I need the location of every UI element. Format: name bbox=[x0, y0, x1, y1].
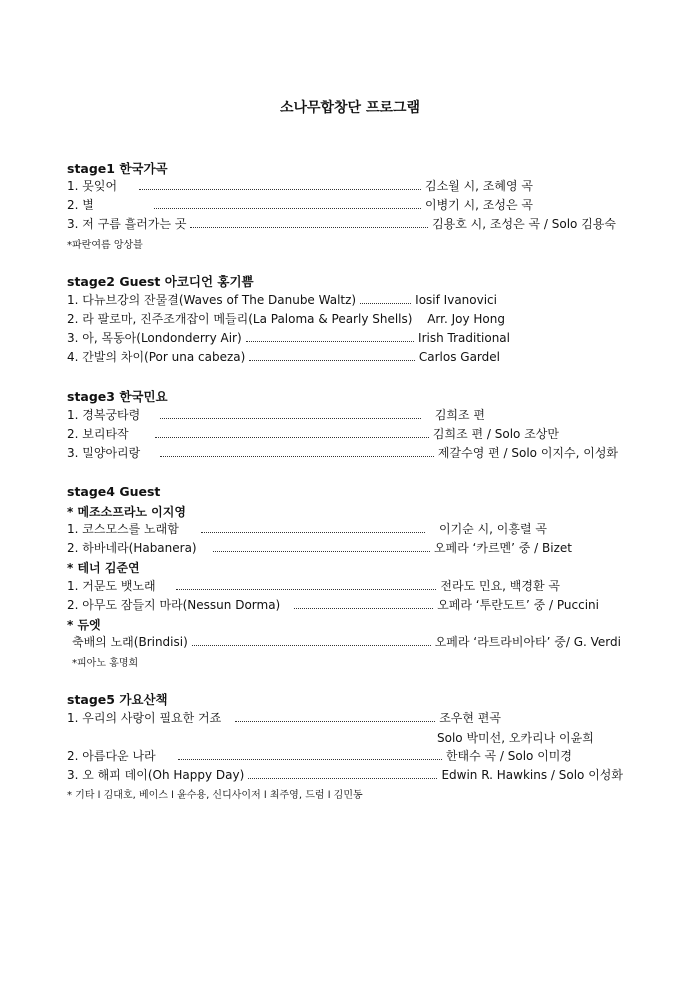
stage3-heading: stage3 한국민요 bbox=[67, 389, 168, 404]
item-title: 2. 별 bbox=[67, 198, 94, 212]
item-credit: 오페라 ‘라트라비아타’ 중/ G. Verdi bbox=[434, 635, 621, 649]
item-title: 1. 경복궁타령 bbox=[67, 408, 141, 422]
page-title: 소나무합창단 프로그램 bbox=[279, 100, 421, 116]
item-title: 축배의 노래(Brindisi) bbox=[72, 635, 188, 649]
item-title: 2. 아름다운 나라 bbox=[67, 749, 156, 763]
item-credit: 오페라 ‘카르멘’ 중 / Bizet bbox=[433, 541, 572, 555]
stage2-heading: stage2 Guest 아코디언 홍기쁨 bbox=[67, 274, 254, 289]
leader-dots bbox=[248, 778, 437, 779]
list-item bbox=[67, 216, 616, 232]
stage1-heading: stage1 한국가곡 bbox=[67, 161, 168, 176]
list-item bbox=[67, 292, 497, 308]
item-title: 1. 못잊어 bbox=[67, 179, 118, 193]
list-item bbox=[67, 311, 505, 327]
item-credit: Arr. Joy Hong bbox=[427, 312, 505, 326]
leader-dots bbox=[154, 208, 421, 209]
stage4-heading: stage4 Guest bbox=[67, 484, 161, 499]
list-item bbox=[72, 634, 621, 650]
item-credit: Iosif Ivanovici bbox=[415, 293, 497, 307]
leader-dots bbox=[235, 721, 435, 722]
duet-heading: * 듀엣 bbox=[67, 618, 101, 632]
item-title: 1. 우리의 사랑이 필요한 거죠 bbox=[67, 711, 222, 725]
item-credit: 전라도 민요, 백경환 곡 bbox=[440, 579, 560, 593]
item-title: 3. 밀양아리랑 bbox=[67, 446, 141, 460]
item-credit: 이기순 시, 이흥렬 곡 bbox=[439, 522, 547, 536]
list-item bbox=[67, 445, 618, 461]
item-title: 1. 거문도 뱃노래 bbox=[67, 579, 156, 593]
list-item bbox=[67, 349, 500, 365]
item-title: 1. 코스모스를 노래함 bbox=[67, 522, 179, 536]
item-title: 2. 보리타작 bbox=[67, 427, 129, 441]
item-credit: 이병기 시, 조성은 곡 bbox=[425, 198, 533, 212]
item-title: 2. 라 팔로마, 진주조개잡이 메들리(La Paloma & Pearly Shells) bbox=[67, 312, 413, 326]
leader-dots bbox=[160, 456, 434, 457]
list-item bbox=[67, 540, 572, 556]
list-item bbox=[67, 597, 599, 613]
list-item bbox=[67, 710, 501, 726]
item-credit: 김소월 시, 조혜영 곡 bbox=[425, 179, 533, 193]
leader-dots bbox=[192, 645, 431, 646]
leader-dots bbox=[213, 551, 430, 552]
leader-dots bbox=[178, 759, 442, 760]
item-credit: 조우현 편곡 bbox=[439, 711, 501, 725]
list-item bbox=[67, 767, 623, 783]
item-credit: 김용호 시, 조성은 곡 / Solo 김용숙 bbox=[432, 217, 616, 231]
stage1-note: *파란여름 앙상블 bbox=[67, 240, 143, 251]
leader-dots bbox=[160, 418, 421, 419]
item-credit: 김희조 편 bbox=[434, 408, 485, 422]
leader-dots bbox=[139, 189, 421, 190]
list-item bbox=[67, 407, 485, 423]
stage4-note: *피아노 홍명희 bbox=[72, 658, 139, 669]
item-title: 4. 간발의 차이(Por una cabeza) bbox=[67, 350, 246, 364]
item-title: 2. 하바네라(Habanera) bbox=[67, 541, 197, 555]
stage5-note: * 기타 l 김대호, 베이스 l 윤수용, 신디사이저 l 최주영, 드럼 l 김민동 bbox=[67, 790, 363, 801]
list-item bbox=[67, 197, 533, 213]
list-item bbox=[67, 426, 559, 442]
item-credit: 제갈수영 편 / Solo 이지수, 이성화 bbox=[437, 446, 618, 460]
item-credit: 한태수 곡 / Solo 이미경 bbox=[445, 749, 572, 763]
item-title: 1. 다뉴브강의 잔물결(Waves of The Danube Waltz) bbox=[67, 293, 357, 307]
item-title: 3. 저 구름 흘러가는 곳 bbox=[67, 217, 187, 231]
item-credit: 김희조 편 / Solo 조상만 bbox=[432, 427, 559, 441]
item-credit: Edwin R. Hawkins / Solo 이성화 bbox=[441, 768, 623, 782]
mezzo-heading: * 메조소프라노 이지영 bbox=[67, 505, 186, 519]
leader-dots bbox=[176, 589, 437, 590]
list-item bbox=[67, 578, 560, 594]
list-item bbox=[67, 178, 533, 194]
item-credit: 오페라 ‘투란도트’ 중 / Puccini bbox=[437, 598, 599, 612]
tenor-heading: * 테너 김준연 bbox=[67, 561, 140, 575]
leader-dots bbox=[294, 608, 433, 609]
item-credit: Carlos Gardel bbox=[418, 350, 500, 364]
leader-dots bbox=[360, 303, 411, 304]
item-credit: Irish Traditional bbox=[418, 331, 510, 345]
item-solo-credit: Solo 박미선, 오카리나 이윤희 bbox=[437, 731, 594, 745]
leader-dots bbox=[190, 227, 428, 228]
leader-dots bbox=[246, 341, 414, 342]
leader-dots bbox=[249, 360, 415, 361]
leader-dots bbox=[201, 532, 425, 533]
list-item bbox=[67, 330, 510, 346]
list-item bbox=[67, 521, 547, 537]
item-title: 3. 오 해피 데이(Oh Happy Day) bbox=[67, 768, 245, 782]
list-item bbox=[67, 748, 572, 764]
stage5-heading: stage5 가요산책 bbox=[67, 692, 168, 707]
item-title: 3. 아, 목동아(Londonderry Air) bbox=[67, 331, 242, 345]
leader-dots bbox=[155, 437, 429, 438]
item-title: 2. 아무도 잠들지 마라(Nessun Dorma) bbox=[67, 598, 281, 612]
